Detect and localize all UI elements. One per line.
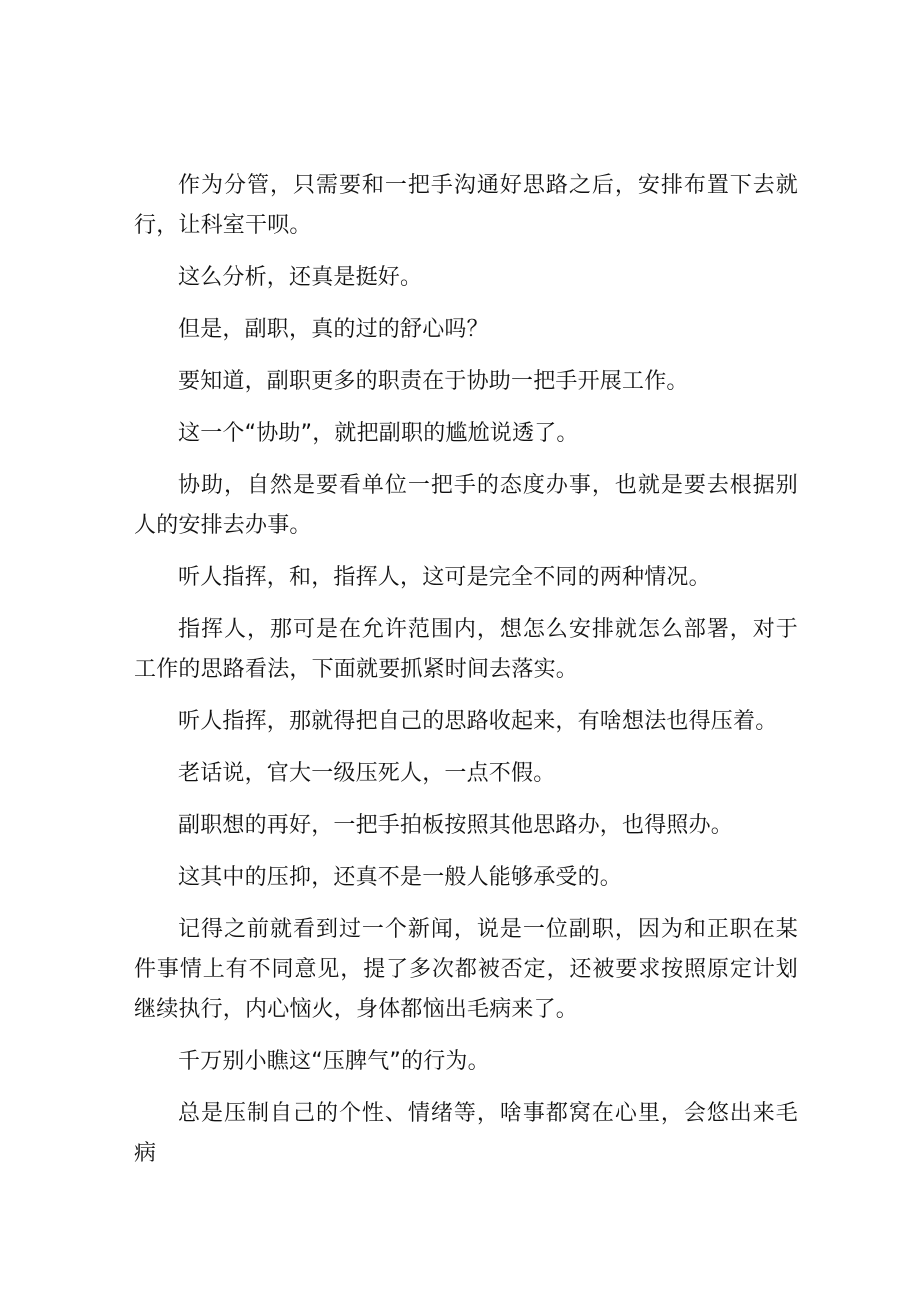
paragraph: 协助，自然是要看单位一把手的态度办事，也就是要去根据别人的安排去办事。	[134, 473, 798, 538]
paragraph: 这么分析，还真是挺好。	[178, 265, 423, 290]
paragraph: 老话说，官大一级压死人，一点不假。	[178, 761, 556, 786]
paragraph: 副职想的再好，一把手拍板按照其他思路办，也得照办。	[178, 813, 734, 838]
paragraph: 听人指挥，那就得把自己的思路收起来，有啥想法也得压着。	[178, 709, 778, 734]
paragraph: 千万别小瞧这“压脾气”的行为。	[178, 1049, 490, 1074]
paragraph: 听人指挥，和，指挥人，这可是完全不同的两种情况。	[178, 565, 711, 590]
paragraph: 但是，副职，真的过的舒心吗？	[178, 317, 489, 342]
document-body	[134, 166, 798, 1186]
paragraph: 这一个“协助”，就把副职的尴尬说透了。	[178, 421, 579, 446]
paragraph: 记得之前就看到过一个新闻，说是一位副职，因为和正职在某件事情上有不同意见，提了多次都被否定，还被要求按照原定计划继续执行，内心恼火，身体都恼出毛病来了。	[134, 917, 798, 1022]
paragraph: 总是压制自己的个性、情绪等，啥事都窝在心里，会悠出来毛病	[134, 1101, 798, 1166]
paragraph: 要知道，副职更多的职责在于协助一把手开展工作。	[178, 369, 689, 394]
paragraph: 这其中的压抑，还真不是一般人能够承受的。	[178, 865, 623, 890]
paragraph: 指挥人，那可是在允许范围内，想怎么安排就怎么部署，对于工作的思路看法，下面就要抓紧时间去落实。	[134, 617, 798, 682]
paragraph: 作为分管，只需要和一把手沟通好思路之后，安排布置下去就行，让科室干呗。	[134, 173, 798, 238]
